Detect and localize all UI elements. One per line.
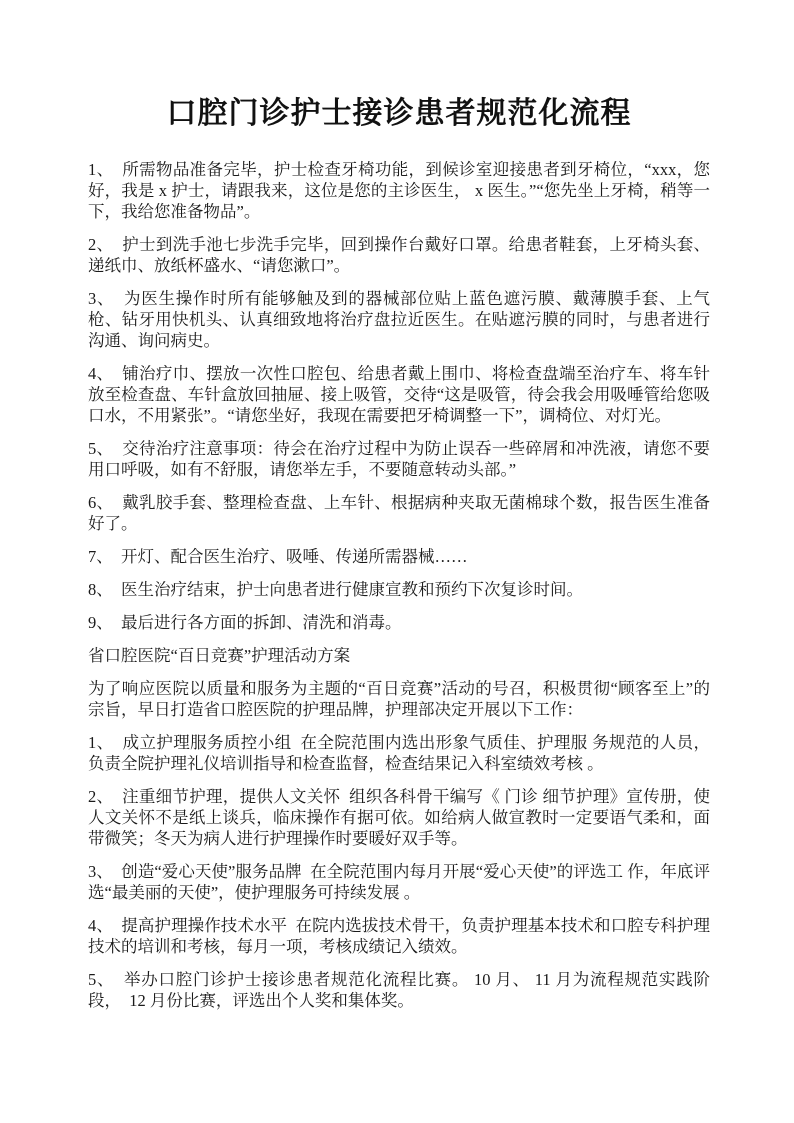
- paragraph: 1、 成立护理服务质控小组 在全院范围内选出形象气质佳、护理服 务规范的人员，负责全院护理礼仪培训指导和检查监督，检查结果记入科室绩效考核 。: [88, 732, 710, 773]
- paragraph: 4、 提高护理操作技术水平 在院内选拔技术骨干，负责护理基本技术和口腔专科护理技术的培训和考核，每月一项，考核成绩记入绩效。: [88, 915, 710, 956]
- paragraph: 1、 所需物品准备完毕，护士检查牙椅功能，到候诊室迎接患者到牙椅位，“xxx，您好，我是 x 护士，请跟我来，这位是您的主诊医生， x 医生。”“您先坐上牙椅，稍等一下，我给您准备物品”。: [88, 159, 710, 221]
- paragraph: 2、 护士到洗手池七步洗手完毕，回到操作台戴好口罩。给患者鞋套，上牙椅头套、递纸巾、放纸杯盛水、“请您漱口”。: [88, 234, 710, 275]
- paragraph: 2、 注重细节护理，提供人文关怀 组织各科骨干编写《 门诊 细节护理》宣传册，使人文关怀不是纸上谈兵，临床操作有据可依。如给病人做宣教时一定要语气柔和，面带微笑；冬天为病人进行护理操作时要暖好双手等。: [88, 786, 710, 848]
- paragraph: 6、 戴乳胶手套、整理检查盘、上车针、根据病种夹取无菌棉球个数，报告医生准备好了。: [88, 492, 710, 533]
- paragraph: 5、 举办口腔门诊护士接诊患者规范化流程比赛。 10 月、 11 月为流程规范实践阶段， 12 月份比赛，评选出个人奖和集体奖。: [88, 969, 710, 1010]
- paragraph: 8、 医生治疗结束，护士向患者进行健康宣教和预约下次复诊时间。: [88, 579, 583, 599]
- paragraph: 7、 开灯、配合医生治疗、吸唾、传递所需器械……: [88, 546, 468, 566]
- paragraph: 4、 铺治疗巾、摆放一次性口腔包、给患者戴上围巾、将检查盘端至治疗车、将车针放至检查盘、车针盒放回抽屉、接上吸管，交待“这是吸管，待会我会用吸唾管给您吸口水，不用紧张”。“请您坐好，我现在需要把牙椅调整一下”，调椅位、对灯光。: [88, 363, 710, 425]
- paragraph: 3、 创造“爱心天使”服务品牌 在全院范围内每月开展“爱心天使”的评选工 作，年底评选“最美丽的天使”，使护理服务可持续发展 。: [88, 861, 710, 902]
- paragraph: 9、 最后进行各方面的拆卸、清洗和消毒。: [88, 612, 402, 632]
- paragraph: 为了响应医院以质量和服务为主题的“百日竞赛”活动的号召，积极贯彻“顾客至上”的宗旨，早日打造省口腔医院的护理品牌，护理部决定开展以下工作：: [88, 678, 710, 719]
- paragraph: 5、 交待治疗注意事项：待会在治疗过程中为防止误吞一些碎屑和冲洗液，请您不要用口呼吸，如有不舒服，请您举左手，不要随意转动头部。”: [88, 438, 710, 479]
- document-title: 口腔门诊护士接诊患者规范化流程: [166, 97, 632, 130]
- document-body: [88, 159, 710, 1011]
- paragraph: 3、 为医生操作时所有能够触及到的器械部位贴上蓝色遮污膜、戴薄膜手套、上气枪、钻牙用快机头、认真细致地将治疗盘拉近医生。在贴遮污膜的同时，与患者进行沟通、询问病史。: [88, 288, 710, 350]
- paragraph: 省口腔医院“百日竞赛”护理活动方案: [88, 645, 351, 665]
